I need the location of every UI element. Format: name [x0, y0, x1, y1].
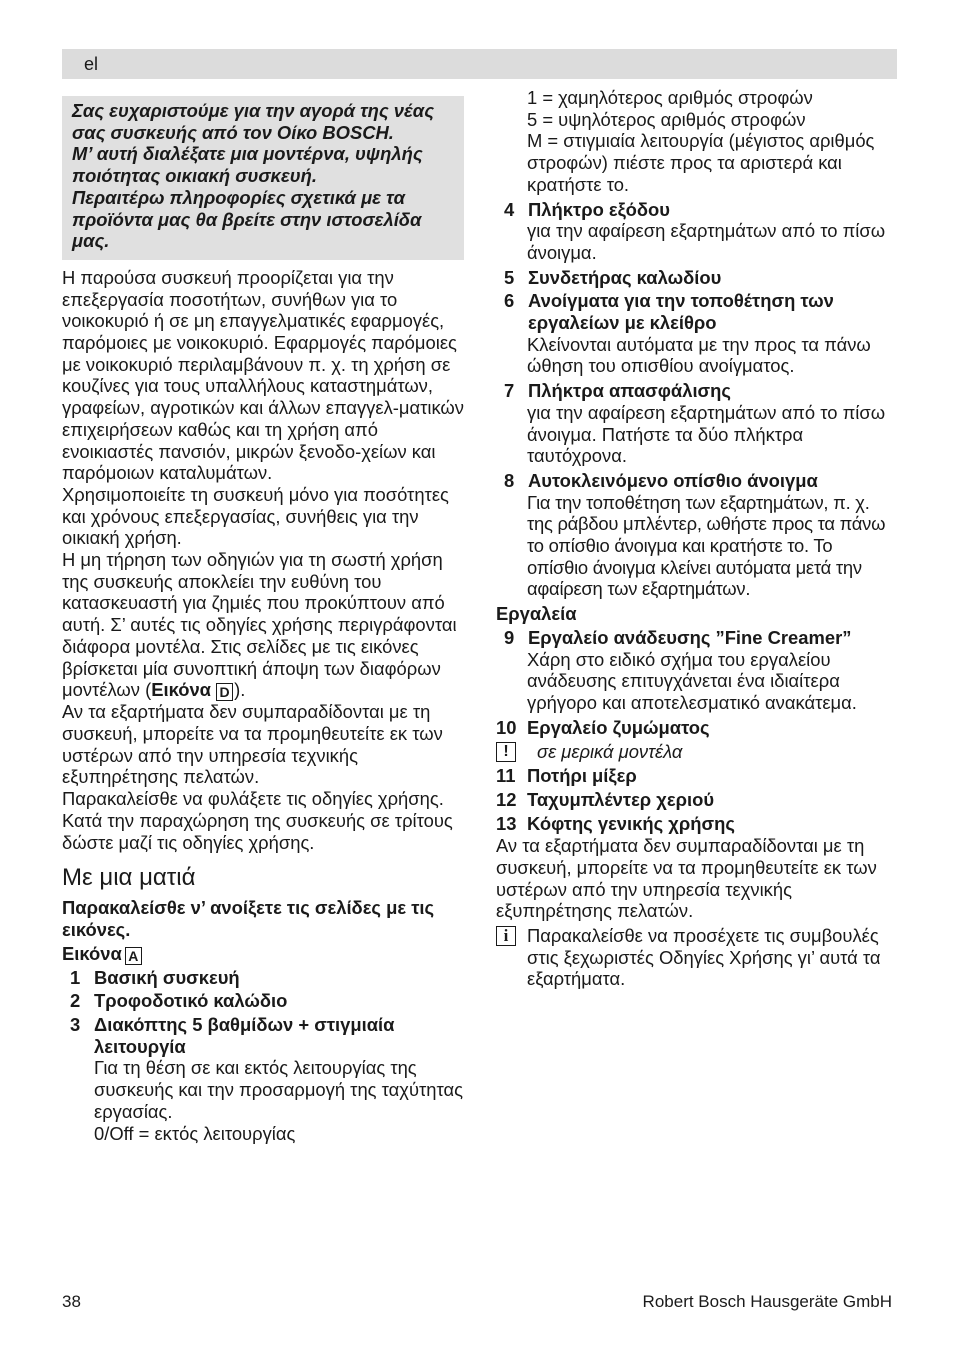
item-label: Ποτήρι μίξερ — [527, 765, 637, 787]
section-title: Με μια ματιά — [62, 864, 196, 892]
figure-ref-word: Εικόνα — [151, 679, 211, 701]
list-item — [496, 470, 898, 492]
accessories-paragraph: Αν τα εξαρτήματα δεν συμπαραδίδονται με τη συσκευή, μπορείτε να τα προμηθευτείτε εκ των υστέρων από την υπηρεσία τεχνικής εξυπηρέτησης πελατών. — [496, 835, 877, 922]
item-number: 3 — [70, 1014, 81, 1036]
tools-heading: Εργαλεία — [496, 603, 577, 625]
item-description: Κλείνονται αυτόματα με την προς τα πάνω ώθηση του οπισθίου ανοίγματος. — [527, 333, 871, 377]
info-note — [496, 925, 898, 990]
intro-paragraph-text: Η μη τήρηση των οδηγιών για τη σωστή χρήση της συσκευής αποκλείει την ευθύνη του κατασκευαστή για ζημιές που προκύπτουν από αυτή. Σ’ αυτές τις οδηγίες χρήσης περιγράφονται διάφορα μοντέλα. Στις σελίδες με τις εικόνες βρίσκεται μία συνοπτική άποψη των διαφόρων μοντέλων ( — [62, 549, 457, 701]
figure-label-text: Εικόνα — [62, 942, 122, 964]
intro-paragraph: Η παρούσα συσκευή προορίζεται για την επεξεργασία ποσοτήτων, συνήθων για το νοικοκυριό ή σε μη επαγγελματικές εφαρμογές, παρόμοιες με νοικοκυριό. Εφαρμογές παρόμοιες με νοικοκυριό περιλαμβάνουν π. χ. τη χρήση σε κουζίνες για τους υπαλλήλους καταστημάτων, γραφείων, αγροτικών και άλλων επαγγελ-ματικών επιχειρήσεων καθώς και τη χρήση από ενοικιαστές πανσιόν, μικρών ξενοδο-χείων και παρόμοιων καταλυμάτων. — [62, 266, 464, 484]
item-description: για την αφαίρεση εξαρτημάτων από το πίσω άνοιγμα. Πατήστε τα δύο πλήκτρα ταυτόχρονα. — [527, 401, 886, 467]
language-bar — [62, 49, 897, 79]
item-number: 12 — [496, 788, 517, 810]
item-label: Αυτοκλεινόμενο οπίσθιο άνοιγμα — [528, 469, 818, 491]
figure-a-icon: A — [125, 947, 142, 965]
item-number: 6 — [504, 290, 515, 312]
warning-note — [496, 741, 898, 763]
warning-note-text: σε μερικά μοντέλα — [537, 741, 683, 763]
item-number: 13 — [496, 812, 517, 834]
item-number: 7 — [504, 380, 515, 402]
item-description: 1 = χαμηλότερος αριθμός στροφών — [527, 87, 813, 108]
thanks-line: Σας ευχαριστούμε για την αγορά της νέας σας συσκευής από τον Οίκο BOSCH. — [72, 100, 434, 143]
footer-company: Robert Bosch Hausgeräte GmbH — [642, 1292, 892, 1311]
list-item — [496, 813, 898, 835]
thanks-line: Περαιτέρω πληροφορίες σχετικά με τα προϊόντα μας θα βρείτε στην ιστοσελίδα μας. — [72, 186, 422, 252]
item-label: Κόφτης γενικής χρήσης — [527, 812, 735, 834]
item-number: 5 — [504, 266, 515, 288]
item-label: Τροφοδοτικό καλώδιο — [94, 990, 288, 1012]
item-label: Βασική συσκευή — [94, 966, 240, 988]
info-icon: i — [496, 926, 516, 946]
list-item — [496, 789, 898, 811]
item-label: Εργαλείο ανάδευσης ”Fine Creamer” — [528, 626, 852, 648]
item-description: 0/Off = εκτός λειτουργίας — [94, 1122, 296, 1144]
item-description: 5 = υψηλότερος αριθμός στροφών — [527, 108, 806, 130]
item-number: 4 — [504, 198, 515, 220]
item-description: Για την τοποθέτηση των εξαρτημάτων, π. χ. της ράβδου μπλέντερ, ωθήστε προς τα πάνω το οπίσθιο άνοιγμα και κρατήστε το. Το οπίσθιο άνοιγμα κλείνει αυτόματα μετά την αφαίρεση των εξαρτημάτων. — [527, 491, 886, 600]
list-item — [62, 990, 464, 1012]
item-label: Πλήκτρα απασφάλισης — [528, 380, 731, 402]
thanks-line: Μ’ αυτή διαλέξατε μια μοντέρνα, υψηλής ποιότητας οικιακή συσκευή. — [72, 143, 423, 187]
list-item — [62, 967, 464, 989]
item-label: Εργαλείο ζυμώματος — [527, 716, 710, 738]
item-number: 10 — [496, 716, 517, 738]
left-column — [62, 96, 464, 1147]
right-column — [496, 87, 898, 992]
intro-paragraph: Παρακαλείσθε να φυλάξετε τις οδηγίες χρήσης. Κατά την παραχώρηση της συσκευής σε τρίτους δώστε μαζί τις οδηγίες χρήσης. — [62, 788, 453, 853]
page-number: 38 — [62, 1292, 81, 1311]
item-label: Συνδετήρας καλωδίου — [528, 266, 722, 288]
item-description: Για τη θέση σε και εκτός λειτουργίας της συσκευής και την προσαρμογή της ταχύτητας εργασίας. — [94, 1057, 463, 1122]
item-description: Χάρη στο ειδικό σχήμα του εργαλείου ανάδευσης επιτυγχάνεται ένα ιδιαίτερα γρήγορο και αποτελεσματικό ανακάτεμα. — [527, 648, 857, 713]
list-item — [62, 1014, 464, 1057]
intro-paragraph: Χρησιμοποιείτε τη συσκευή μόνο για ποσότητες και χρόνους επεξεργασίας, συνήθεις για την οικιακή χρήση. — [62, 483, 449, 549]
item-number: 1 — [70, 966, 81, 988]
intro-paragraph — [62, 549, 464, 701]
intro-paragraph: Αν τα εξαρτήματα δεν συμπαραδίδονται με τη συσκευή, μπορείτε να τα προμηθευτείτε εκ των υστέρων από την υπηρεσία τεχνικής εξυπηρέτησης πελατών. — [62, 701, 443, 788]
thanks-box — [62, 96, 464, 260]
overview-instruction: Παρακαλείσθε ν’ ανοίξετε τις σελίδες με τις εικόνες. — [62, 897, 435, 940]
item-label: Πλήκτρο εξόδου — [528, 198, 670, 220]
info-note-text: Παρακαλείσθε να προσέχετε τις συμβουλές στις ξεχωριστές Οδηγίες Χρήσης γι’ αυτά τα εξαρτήματα. — [527, 925, 881, 990]
list-item — [496, 290, 898, 333]
item-description: για την αφαίρεση εξαρτημάτων από το πίσω άνοιγμα. — [527, 220, 886, 263]
list-item — [496, 199, 898, 221]
item-number: 9 — [504, 626, 515, 648]
item-description: M = στιγμιαία λειτουργία (μέγιστος αριθμός στροφών) πιέστε προς τα αριστερά και κρατήστε το. — [527, 130, 875, 195]
figure-ref-close: ). — [234, 679, 246, 701]
list-item — [496, 765, 898, 787]
warning-icon: ! — [496, 742, 516, 762]
list-item — [496, 717, 898, 739]
item-number: 11 — [496, 765, 516, 787]
language-code: el — [84, 54, 99, 74]
item-label: Ταχυμπλέντερ χεριού — [527, 788, 715, 810]
item-label: Διακόπτης 5 βαθμίδων + στιγμιαία λειτουργία — [94, 1014, 395, 1057]
item-number: 8 — [504, 469, 515, 491]
item-label: Ανοίγματα για την τοποθέτηση των εργαλείων με κλείθρο — [528, 290, 834, 334]
list-item — [496, 380, 898, 402]
list-item — [496, 267, 898, 289]
item-number: 2 — [70, 990, 81, 1012]
figure-d-icon: D — [216, 683, 233, 701]
list-item — [496, 627, 898, 649]
figure-label — [62, 943, 464, 965]
